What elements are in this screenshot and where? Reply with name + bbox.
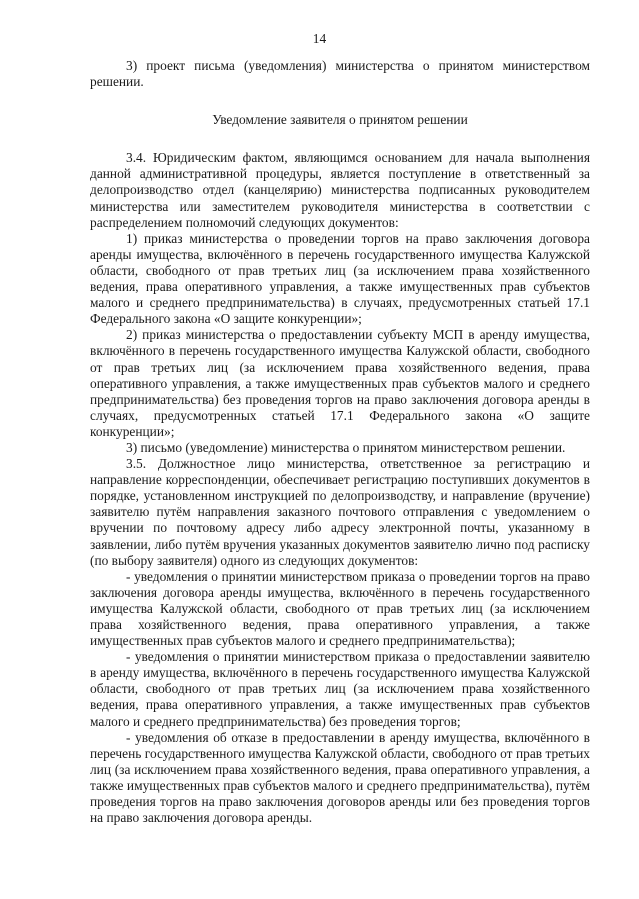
page-number: 14	[312, 31, 327, 46]
dash-item-notice-refusal: - уведомления об отказе в предоставлении в аренду имущества, включённого в перечень государственного имущества Калужской области, свободного от прав третьих лиц (за исключением права хозяйственного ведения, права оперативного управления, а также имущественных прав субъектов малого и среднего предпринимательства), путём проведения торгов на право заключения договоров аренды или без проведения торгов на право заключения договора аренды.	[90, 729, 590, 826]
paragraph-3-5: 3.5. Должностное лицо министерства, ответственное за регистрацию и направление корреспонденции, обеспечивает регистрацию поступивших документов в порядке, установленном инструкцией по делопроизводству, и направление (вручение) заявителю путём направления заказного почтового отправления с уведомлением о вручении по почтовому адресу либо адресу электронной почты, указанному в заявлении, либо путём вручения указанных документов заявителю лично под расписку (по выбору заявителя) одного из следующих документов:	[90, 456, 590, 568]
paragraph-3-4: 3.4. Юридическим фактом, являющимся основанием для начала выполнения данной административной процедуры, является поступление в ответственный за делопроизводство отдел (канцелярию) министерства подписанных руководителем министерства или заместителем руководителя министерства в соответствии с распределением полномочий следующих документов:	[90, 150, 590, 230]
intro-item: 3) проект письма (уведомления) министерства о принятом министерством решении.	[90, 58, 590, 90]
list-item-order-lease: 2) приказ министерства о предоставлении субъекту МСП в аренду имущества, включённого в перечень государственного имущества Калужской области, свободного от прав третьих лиц (за исключением права хозяйственного ведения, права оперативного управления, а также имущественных прав субъектов малого и среднего предпринимательства) без проведения торгов на право заключения договора аренды в случаях, предусмотренных статьей 17.1 Федерального закона «О защите конкуренции»;	[90, 327, 590, 439]
document-body	[90, 58, 590, 826]
section-heading: Уведомление заявителя о принятом решении	[212, 112, 468, 128]
dash-item-notice-lease: - уведомления о принятии министерством приказа о предоставлении заявителю в аренду имущества, включённого в перечень государственного имущества Калужской области, свободного от прав третьих лиц (за исключением права хозяйственного ведения, права оперативного управления, а также имущественных прав субъектов малого и среднего предпринимательства) без проведения торгов;	[90, 649, 590, 729]
list-item-order-tenders: 1) приказ министерства о проведении торгов на право заключения договора аренды имущества, включённого в перечень государственного имущества Калужской области, свободного от прав третьих лиц (за исключением права хозяйственного ведения, права оперативного управления, а также имущественных прав субъектов малого и среднего предпринимательства) в случаях, предусмотренных статьей 17.1 Федерального закона «О защите конкуренции»;	[90, 230, 590, 327]
dash-item-notice-tenders: - уведомления о принятии министерством приказа о проведении торгов на право заключения договора аренды имущества, включённого в перечень государственного имущества Калужской области, свободного от прав третьих лиц (за исключением права хозяйственного ведения, права оперативного управления, а также имущественных прав субъектов малого и среднего предпринимательства);	[90, 568, 590, 649]
list-item-letter: 3) письмо (уведомление) министерства о принятом министерством решении.	[126, 439, 566, 455]
